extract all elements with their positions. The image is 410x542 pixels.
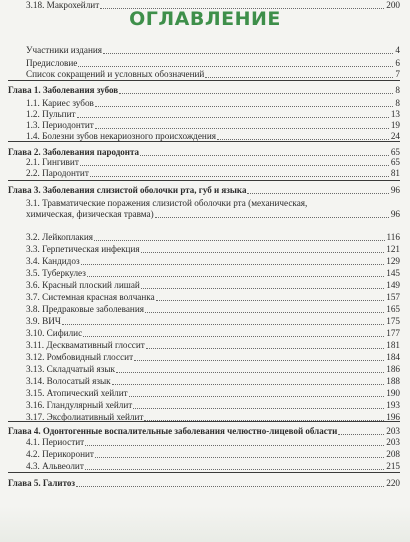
page-number: 96 <box>390 209 400 219</box>
page-number: 19 <box>390 120 400 130</box>
leader-dots <box>134 360 384 361</box>
entry-title: Список сокращений и условных обозначений <box>26 69 205 79</box>
leader-dots <box>141 288 384 289</box>
page-number: 96 <box>390 185 400 195</box>
page-number: 8 <box>395 85 400 95</box>
page-number: 8 <box>395 98 400 108</box>
page-number: 129 <box>386 256 400 266</box>
page-number: 7 <box>395 69 400 79</box>
leader-dots <box>112 384 385 385</box>
entry-title: Участники издания <box>26 45 102 55</box>
section-divider <box>8 141 400 142</box>
leader-dots <box>155 217 389 218</box>
entry-title: 3.17. Эксфолиативный хейлит <box>26 412 144 422</box>
page-number: 220 <box>386 478 400 488</box>
page-number: 208 <box>386 449 400 459</box>
entry-title: 2.1. Гингивит <box>26 157 79 167</box>
toc-entry[interactable] <box>0 316 410 327</box>
entry-title: 3.8. Предраковые заболевания <box>26 304 144 314</box>
chapter-title: Глава 3. Заболевания слизистой оболочки рта, губ и языка <box>8 185 247 195</box>
toc-chapter-entry[interactable] <box>0 85 410 96</box>
leader-dots <box>77 117 389 118</box>
entry-title: 3.6. Красный плоский лишай <box>26 280 140 290</box>
toc-entry[interactable] <box>0 232 410 243</box>
page-bottom-edge <box>0 506 410 542</box>
toc-entry[interactable] <box>0 0 410 11</box>
entry-title: 3.4. Кандидоз <box>26 256 80 266</box>
leader-dots <box>141 252 385 253</box>
leader-dots <box>145 312 384 313</box>
entry-title: 4.3. Альвеолит <box>26 461 84 471</box>
toc-entry[interactable] <box>0 280 410 291</box>
entry-title: 3.9. ВИЧ <box>26 316 61 326</box>
page-number: 145 <box>386 268 400 278</box>
leader-dots <box>62 324 384 325</box>
leader-dots <box>116 372 384 373</box>
toc-entry[interactable] <box>0 168 410 179</box>
entry-title: Предисловие <box>26 58 78 68</box>
leader-dots <box>156 300 385 301</box>
page-number: 215 <box>386 461 400 471</box>
leader-dots <box>78 66 393 67</box>
leader-dots <box>95 106 394 107</box>
page-number: 186 <box>386 364 400 374</box>
entry-title: 3.14. Волосатый язык <box>26 376 111 386</box>
page-number: 184 <box>386 352 400 362</box>
entry-title: 3.15. Атопический хейлит <box>26 388 128 398</box>
toc-entry[interactable] <box>0 98 410 109</box>
chapter-title: Глава 5. Галитоз <box>8 478 76 488</box>
entry-title: 3.7. Системная красная волчанка <box>26 292 155 302</box>
toc-chapter-entry[interactable] <box>0 478 410 489</box>
leader-dots <box>85 469 384 470</box>
page-number: 175 <box>386 316 400 326</box>
page-number: 203 <box>386 426 400 436</box>
toc-entry[interactable] <box>0 45 410 56</box>
leader-dots <box>146 348 384 349</box>
page-number: 157 <box>386 292 400 302</box>
entry-title: 1.2. Пульпит <box>26 109 76 119</box>
chapter-title: Глава 1. Заболевания зубов <box>8 85 119 95</box>
toc-entry[interactable] <box>0 109 410 120</box>
leader-dots <box>129 396 385 397</box>
section-divider <box>8 472 400 473</box>
chapter-title: Глава 2. Заболевания пародонта <box>8 147 139 157</box>
leader-dots <box>94 240 385 241</box>
leader-dots <box>81 264 385 265</box>
toc-chapter-entry[interactable] <box>0 185 410 196</box>
page-number: 6 <box>395 58 400 68</box>
entry-title: 1.4. Болезни зубов некариозного происхождения <box>26 131 216 141</box>
entry-title: 3.16. Гландулярный хейлит <box>26 400 133 410</box>
page-number: 181 <box>386 340 400 350</box>
entry-title: 3.1. Травматические поражения слизистой оболочки рта (механическая, <box>26 198 308 208</box>
toc-entry[interactable] <box>0 256 410 267</box>
page-number: 177 <box>386 328 400 338</box>
leader-dots <box>83 336 384 337</box>
leader-dots <box>103 53 393 54</box>
toc-entry[interactable] <box>0 304 410 315</box>
toc-entry[interactable] <box>0 69 410 80</box>
leader-dots <box>140 155 389 156</box>
page-number: 116 <box>386 232 400 242</box>
leader-dots <box>217 139 389 140</box>
entry-title: 2.2. Пародонтит <box>26 168 89 178</box>
toc-entry[interactable] <box>0 120 410 131</box>
page-number: 203 <box>386 437 400 447</box>
toc-entry[interactable] <box>0 449 410 460</box>
entry-title: 3.18. Макрохейлит <box>26 0 100 10</box>
entry-title: 3.11. Десквамативный глоссит <box>26 340 145 350</box>
toc-entry[interactable] <box>0 198 410 209</box>
page-number: 4 <box>395 45 400 55</box>
toc-entry[interactable] <box>0 364 410 375</box>
page-number: 65 <box>390 157 400 167</box>
entry-title: 3.3. Герпетическая инфекция <box>26 244 140 254</box>
leader-dots <box>80 165 389 166</box>
page-number: 121 <box>386 244 400 254</box>
toc-entry[interactable] <box>0 328 410 339</box>
toc-entry[interactable] <box>0 400 410 411</box>
toc-entry[interactable] <box>0 268 410 279</box>
leader-dots <box>100 8 384 9</box>
section-divider <box>8 180 400 181</box>
toc-entry[interactable] <box>0 340 410 351</box>
leader-dots <box>95 457 384 458</box>
section-divider <box>8 421 400 422</box>
leader-dots <box>90 176 389 177</box>
page-number: 81 <box>390 168 400 178</box>
entry-title: 4.1. Периостит <box>26 437 85 447</box>
toc-entry[interactable] <box>0 292 410 303</box>
entry-title: 3.12. Ромбовидный глоссит <box>26 352 134 362</box>
entry-title: 3.10. Сифилис <box>26 328 83 338</box>
page-number: 165 <box>386 304 400 314</box>
chapter-title: Глава 4. Одонтогенные воспалительные заболевания челюстно-лицевой области <box>8 426 338 436</box>
toc-chapter-entry[interactable] <box>0 426 410 437</box>
entry-title: 1.3. Периодонтит <box>26 120 94 130</box>
leader-dots <box>119 93 393 94</box>
leader-dots <box>133 408 384 409</box>
leader-dots <box>87 276 384 277</box>
page-title: ОГЛАВЛЕНИЕ <box>129 8 281 30</box>
page-number: 149 <box>386 280 400 290</box>
leader-dots <box>205 77 393 78</box>
page-number: 200 <box>386 0 400 10</box>
leader-dots <box>95 128 389 129</box>
section-divider <box>8 80 400 81</box>
page-number: 65 <box>390 147 400 157</box>
entry-title: 3.13. Складчатый язык <box>26 364 115 374</box>
leader-dots <box>76 486 384 487</box>
toc-entry[interactable] <box>0 352 410 363</box>
entry-title: 3.5. Туберкулез <box>26 268 86 278</box>
page-number: 188 <box>386 376 400 386</box>
toc-entry[interactable] <box>0 437 410 448</box>
toc-entry[interactable] <box>0 157 410 168</box>
page-number: 196 <box>386 412 400 422</box>
page-number: 193 <box>386 400 400 410</box>
leader-dots <box>247 193 388 194</box>
entry-title: 4.2. Перикоронит <box>26 449 94 459</box>
page-number: 13 <box>390 109 400 119</box>
toc-entry[interactable] <box>0 376 410 387</box>
toc-entry[interactable] <box>0 209 410 220</box>
leader-dots <box>85 445 384 446</box>
entry-title: 1.1. Кариес зубов <box>26 98 94 108</box>
toc-entry[interactable] <box>0 461 410 472</box>
leader-dots <box>338 434 384 435</box>
toc-entry[interactable] <box>0 244 410 255</box>
entry-title: химическая, физическая травма) <box>26 209 154 219</box>
page-number: 190 <box>386 388 400 398</box>
toc-entry[interactable] <box>0 388 410 399</box>
toc-entry[interactable] <box>0 58 410 69</box>
page-number: 24 <box>390 131 400 141</box>
entry-title: 3.2. Лейкоплакия <box>26 232 94 242</box>
